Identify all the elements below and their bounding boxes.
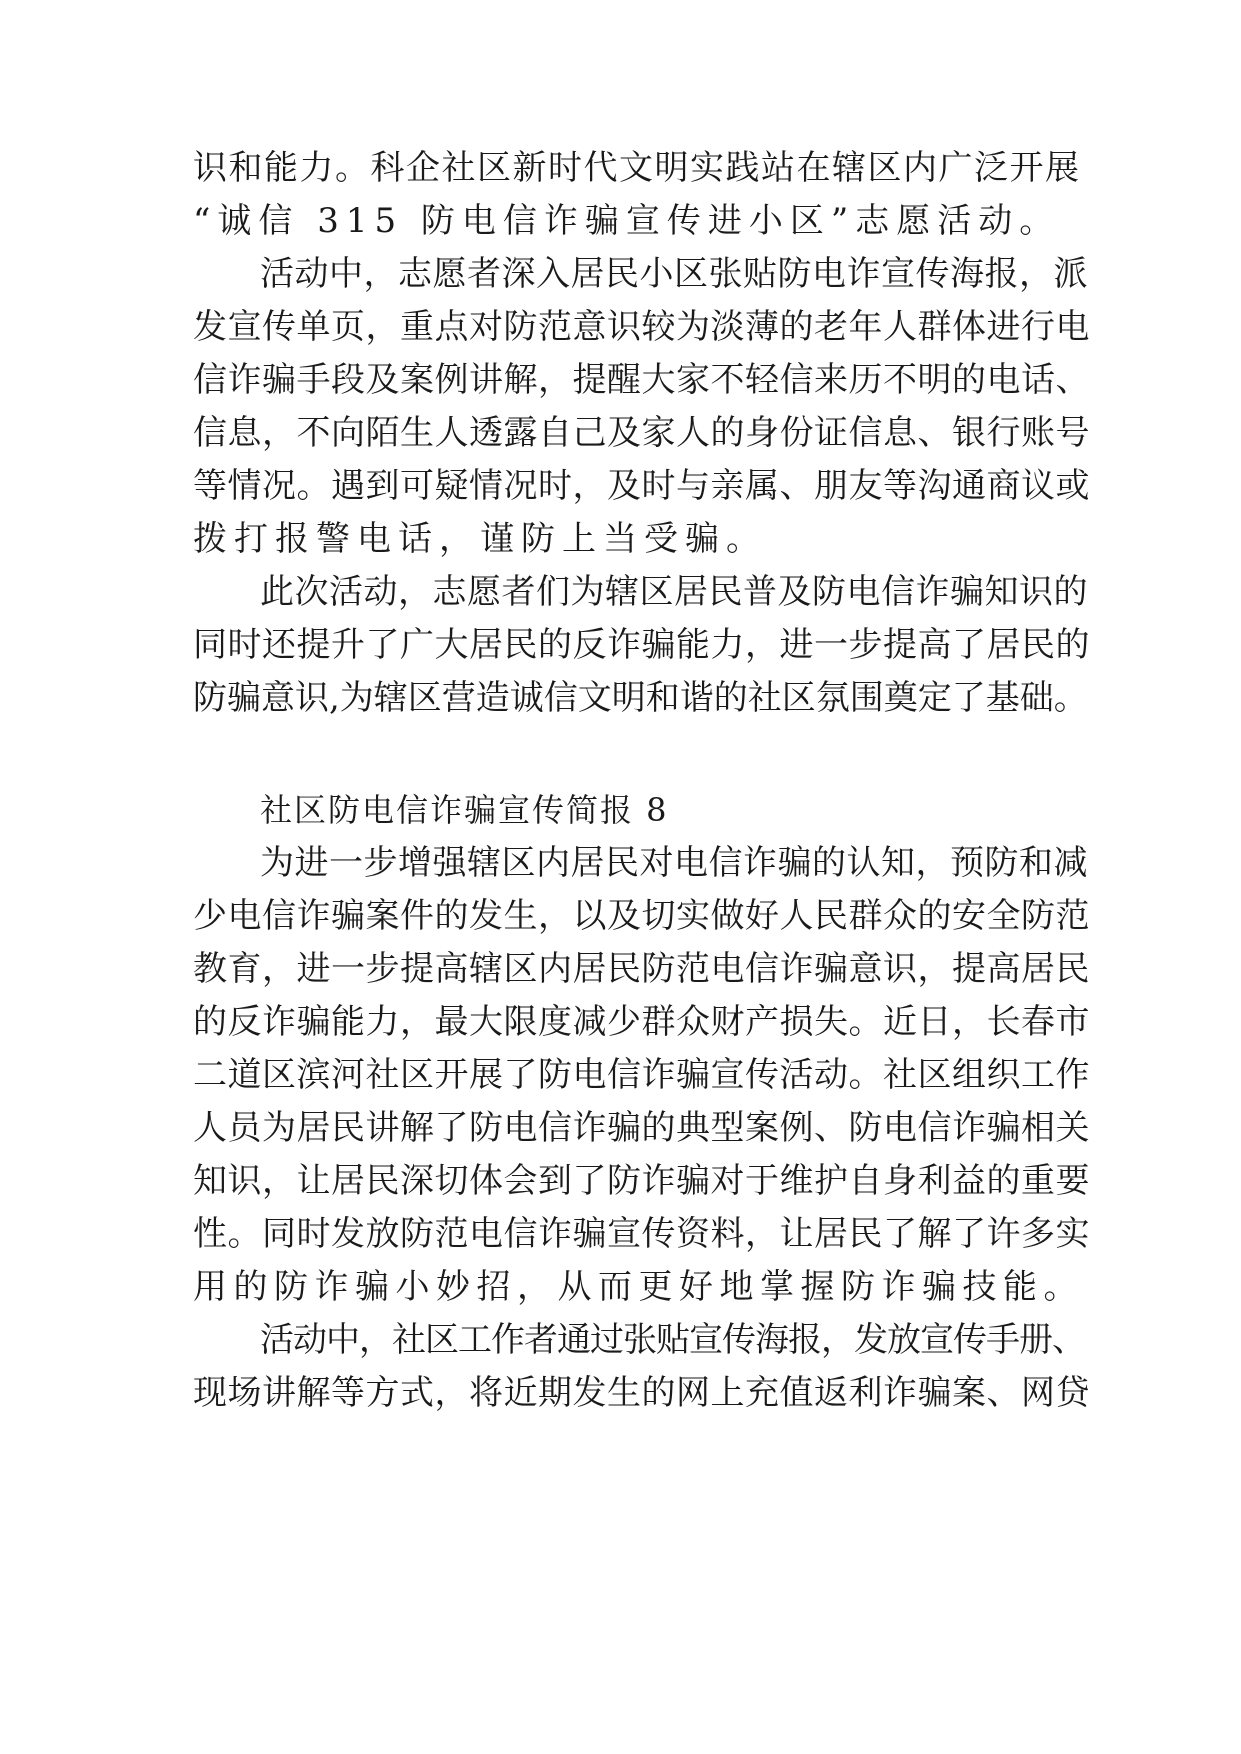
- text-line: 为进一步增强辖区内居民对电信诈骗的认知，预防和减: [260, 843, 1088, 883]
- text-line: 活动中，社区工作者通过张贴宣传海报，发放宣传手册、: [260, 1320, 1085, 1360]
- text-line: 此次活动，志愿者们为辖区居民普及防电信诈骗知识的: [260, 572, 1088, 612]
- text-line: 人员为居民讲解了防电信诈骗的典型案例、防电信诈骗相关: [193, 1108, 1090, 1148]
- section-heading: 社区防电信诈骗宣传简报 8: [260, 791, 669, 829]
- text-line: 知识，让居民深切体会到了防诈骗对于维护自身利益的重要: [193, 1161, 1090, 1201]
- text-line: 少电信诈骗案件的发生，以及切实做好人民群众的安全防范: [193, 896, 1090, 936]
- text-line: 信诈骗手段及案例讲解，提醒大家不轻信来历不明的电话、: [193, 360, 1090, 400]
- text-line: 活动中，志愿者深入居民小区张贴防电诈宣传海报，派: [260, 254, 1088, 294]
- text-line: 防骗意识,为辖区营造诚信文明和谐的社区氛围奠定了基础。: [193, 678, 1088, 718]
- text-line: 用的防诈骗小妙招，从而更好地掌握防诈骗技能。: [193, 1267, 1084, 1307]
- text-line: 同时还提升了广大居民的反诈骗能力，进一步提高了居民的: [193, 625, 1090, 665]
- text-line: 识和能力。科企社区新时代文明实践站在辖区内广泛开展: [193, 148, 1081, 188]
- text-line: 发宣传单页，重点对防范意识较为淡薄的老年人群体进行电: [193, 307, 1090, 347]
- text-line: 现场讲解等方式，将近期发生的网上充值返利诈骗案、网贷: [193, 1373, 1090, 1413]
- text-line: 等情况。遇到可疑情况时，及时与亲属、朋友等沟通商议或: [193, 466, 1090, 506]
- text-line: 的反诈骗能力，最大限度减少群众财产损失。近日，长春市: [193, 1002, 1090, 1042]
- text-line: 性。同时发放防范电信诈骗宣传资料，让居民了解了许多实: [193, 1214, 1090, 1254]
- text-line: 二道区滨河社区开展了防电信诈骗宣传活动。社区组织工作: [193, 1055, 1090, 1095]
- text-line: “诚信 315 防电信诈骗宣传进小区”志愿活动。: [193, 201, 1061, 241]
- text-line: 拨打报警电话，谨防上当受骗。: [193, 519, 767, 559]
- text-line: 信息，不向陌生人透露自己及家人的身份证信息、银行账号: [193, 413, 1090, 453]
- text-line: 教育，进一步提高辖区内居民防范电信诈骗意识，提高居民: [193, 949, 1090, 989]
